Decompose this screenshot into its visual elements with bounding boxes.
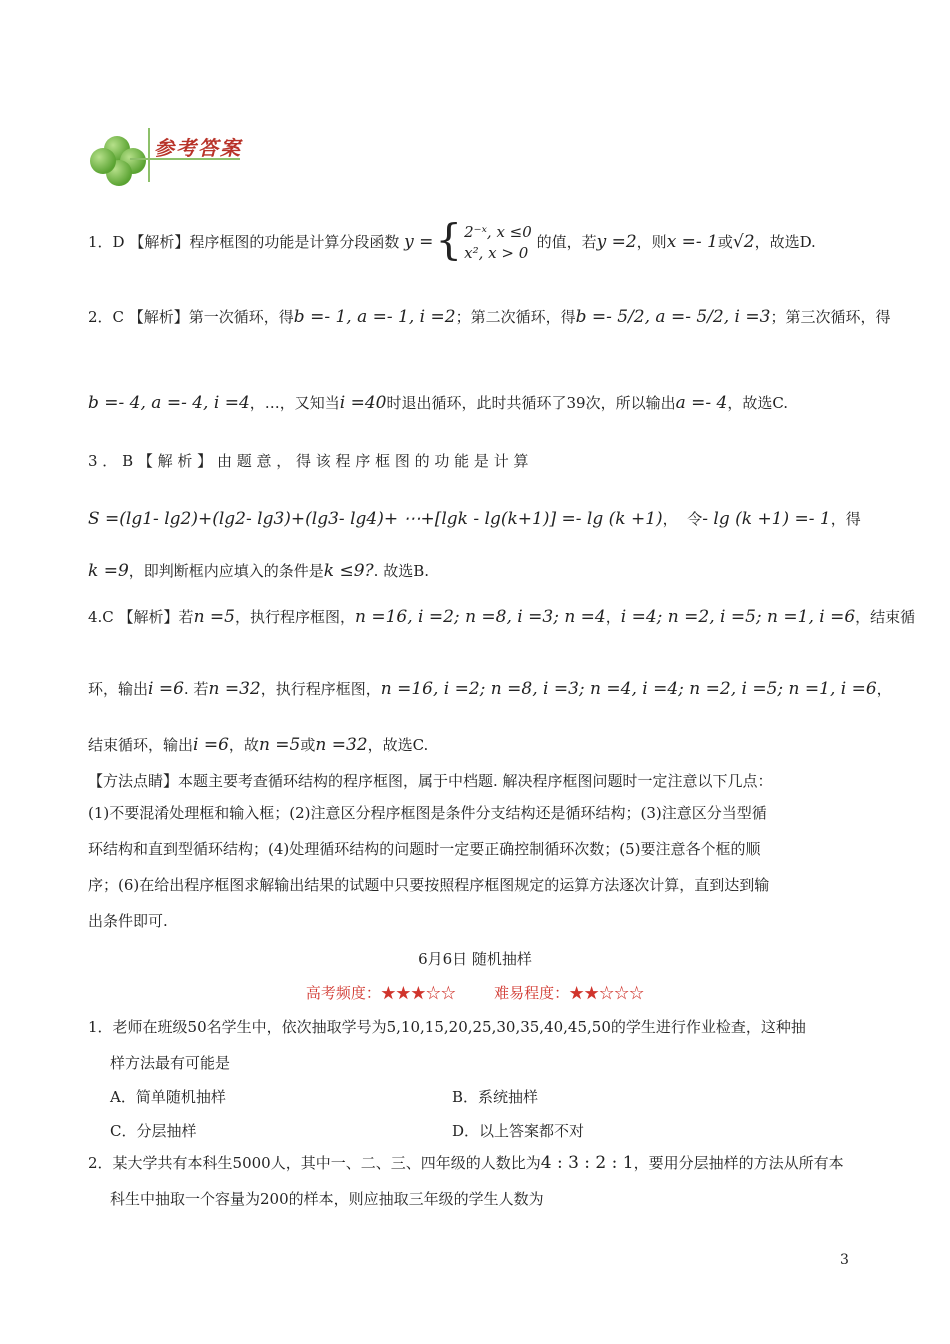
text: . 若 (183, 680, 209, 698)
text: ， (605, 608, 621, 626)
text: ， (876, 680, 892, 698)
brace: { (435, 215, 463, 264)
math: b =- 1, a =- 1, i =2 (293, 307, 456, 327)
math: i =4; n =2, i =5; n =1, i =6 (620, 607, 856, 627)
math: n =32 (208, 679, 261, 699)
logo-text: 参考答案 (154, 136, 242, 160)
page-number: 3 (840, 1252, 849, 1268)
answer-logo (90, 128, 290, 190)
text: 或 (717, 233, 733, 251)
case-2: x², x > 0 (464, 244, 529, 262)
text: ；第三次循环，得 (770, 308, 891, 326)
text: ，…，又知当 (249, 394, 340, 412)
math: a =- 4 (675, 393, 728, 413)
text: ，结束循 (855, 608, 916, 626)
answer-4-cont (88, 678, 892, 700)
text: ，则 (636, 233, 667, 251)
case-1: 2⁻ˣ, x ≤0 (464, 223, 532, 241)
math: i =6 (193, 735, 229, 755)
text: ， (662, 510, 678, 528)
math: n =5 (258, 735, 301, 755)
math: x =- 1 (666, 232, 718, 252)
text: ，执行程序框图， (234, 608, 355, 626)
section-ratings (0, 982, 950, 1003)
method-line-3: 环结构和直到型循环结构；(4)处理循环结构的问题时一定要正确控制循环次数；(5)要注意各个框的顺 (88, 840, 761, 858)
question-2-cont: 科生中抽取一个容量为200的样本，则应抽取三年级的学生人数为 (110, 1190, 544, 1208)
text: ，执行程序框图， (260, 680, 381, 698)
text: ，得 (830, 510, 861, 528)
answer-3-text: 3 ． B 【 解 析 】 由 题 意 ， 得 该 程 序 框 图 的 功 能 是 计 算 (88, 452, 529, 470)
method-line-2: (1)不要混淆处理框和输入框；(2)注意区分程序框图是条件分支结构还是循环结构；(3)注意区分当型循 (88, 804, 767, 822)
section-title: 6月6日 随机抽样 (418, 950, 532, 968)
answer-2-text: 2．C 【解析】第一次循环，得 (88, 308, 294, 326)
piecewise-cases (464, 222, 532, 264)
answer-1 (88, 215, 816, 264)
method-line-1: 【方法点睛】本题主要考查循环结构的程序框图，属于中档题. 解决程序框图问题时一定注意以下几点： (88, 772, 773, 790)
text: ，要用分层抽样的方法从所有本 (633, 1154, 844, 1172)
answer-1-text: 1．D 【解析】程序框图的功能是计算分段函数 (88, 233, 400, 251)
answer-4-text: 4.C 【解析】若 (88, 608, 194, 626)
answer-2 (88, 306, 890, 328)
text: ，故 (228, 736, 259, 754)
text: 的值，若 (536, 233, 597, 251)
option-d: D．以上答案都不对 (452, 1122, 585, 1140)
frequency-rating: 高考频度：★★★☆☆ (305, 984, 456, 1002)
answer-4 (88, 606, 915, 628)
ratio: 4 : 3 : 2 : 1 (540, 1153, 634, 1173)
option-b: B．系统抽样 (452, 1088, 539, 1106)
question-1: 1．老师在班级50名学生中，依次抽取学号为5,10,15,20,25,30,35,40,45,50的学生进行作业检查，这种抽 (88, 1018, 806, 1036)
answer-3-formula (88, 508, 861, 530)
question-2 (88, 1152, 844, 1174)
math: y =2 (596, 232, 637, 252)
method-line-4: 序；(6)在给出程序框图求解输出结果的试题中只要按照程序框图规定的运算方法逐次计算，直到达到输 (88, 876, 770, 894)
difficulty-rating: 难易程度：★★☆☆☆ (494, 984, 645, 1002)
math: n =32 (315, 735, 368, 755)
math: S =(lg1- lg2)+(lg2- lg3)+(lg3- lg4)+ ⋯+[lgk - lg(k+1)] =- lg (k +1) (88, 509, 663, 529)
clover-icon (90, 134, 150, 190)
text: 令 (687, 510, 703, 528)
math: k =9 (88, 561, 129, 581)
text: 结束循环，输出 (88, 736, 194, 754)
option-c: C．分层抽样 (110, 1122, 197, 1140)
question-1-cont: 样方法最有可能是 (110, 1054, 231, 1072)
text: 环，输出 (88, 680, 149, 698)
text: 时退出循环，此时共循环了39次，所以输出 (386, 394, 676, 412)
text: ；第二次循环，得 (455, 308, 576, 326)
answer-2-cont (88, 392, 788, 414)
method-line-5: 出条件即可. (88, 912, 168, 930)
math: k ≤9? (323, 561, 374, 581)
text: 或 (300, 736, 316, 754)
answer-3-cont (88, 560, 429, 582)
math: - lg (k +1) =- 1 (702, 509, 831, 529)
math: n =16, i =2; n =8, i =3; n =4, i =4; n =2, i =5; n =1, i =6 (380, 679, 877, 699)
option-a: A．简单随机抽样 (110, 1088, 226, 1106)
math: √2 (732, 232, 755, 252)
text: ，故选C. (367, 736, 429, 754)
math: n =16, i =2; n =8, i =3; n =4 (355, 607, 606, 627)
math: y = (404, 232, 434, 252)
math: b =- 5/2, a =- 5/2, i =3 (575, 307, 771, 327)
text: ，故选D. (754, 233, 816, 251)
math: i =40 (339, 393, 387, 413)
text: . 故选B. (373, 562, 429, 580)
math: b =- 4, a =- 4, i =4 (88, 393, 250, 413)
answer-3 (88, 450, 528, 472)
text: ，故选C. (727, 394, 789, 412)
math: n =5 (193, 607, 235, 627)
text: ，即判断框内应填入的条件是 (128, 562, 324, 580)
math: i =6 (148, 679, 184, 699)
answer-4-end (88, 734, 428, 756)
text: 2．某大学共有本科生5000人，其中一、二、三、四年级的人数比为 (88, 1154, 541, 1172)
